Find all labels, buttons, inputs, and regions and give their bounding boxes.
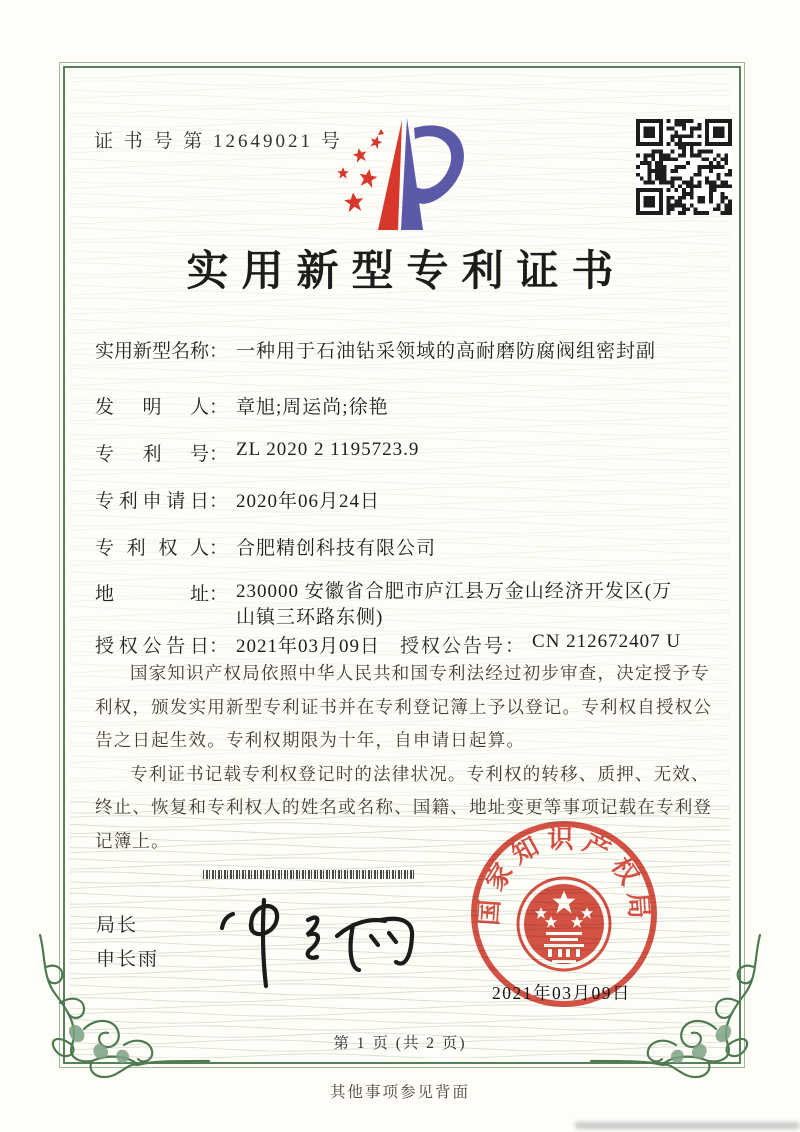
seal-text: 国家知识产权局 [474,825,654,927]
certificate-title: 实用新型专利证书 [186,249,627,295]
field-value: 230000 安徽省合肥市庐江县万金山经济开发区(万山镇三环路东侧) [236,581,673,628]
cnipa-patent-logo-icon [330,112,480,238]
director-title: 局长 [96,915,139,936]
director-signature [205,878,430,990]
field-label: 授权公告号 [400,636,506,657]
legal-paragraph-2: 专利证书记载专利权登记时的法律状况。专利权的转移、质押、无效、终止、恢复和专利权人的姓名或名称、国籍、地址变更等事项记载在专利登记簿上。 [95,764,713,852]
seal-date: 2021年03月09日 [492,983,631,1003]
field-label: 专利申请日 [95,491,209,512]
field-colon: ： [209,584,229,605]
field-label: 地址 [95,584,209,605]
field-colon: ： [209,636,229,657]
field-row-grant [95,631,715,658]
paper-edge-shadow [575,1122,800,1129]
field-colon: ： [209,444,229,465]
corner-flourish-icon [26,933,211,1083]
field-colon: ： [505,636,525,657]
field-row-name [95,336,656,363]
field-label: 专利权人 [95,538,209,559]
field-value: 合肥精创科技有限公司 [236,538,437,559]
legal-paragraph-1: 国家知识产权局依照中华人民共和国专利法经过初步审查，决定授予专利权，颁发实用新型专利证书并在专利登记簿上予以登记。专利权自授权公告之日起生效。专利权期限为十年，自申请日起算。 [95,664,713,752]
back-side-note: 其他事项参见背面 [329,1083,470,1101]
field-value: 一种用于石油钻采领域的高耐磨防腐阀组密封副 [236,341,657,362]
corner-flourish-icon [589,933,774,1083]
grant-no-group [400,631,681,658]
field-row-inventor [95,392,389,419]
qr-code [636,119,732,215]
logo-p-shape [378,118,464,230]
page-number: 第 1 页 (共 2 页) [333,1035,467,1052]
field-row-patent-no [95,439,419,466]
field-colon: ： [209,341,229,362]
field-row-filing-date [95,486,380,513]
field-label: 实用新型名称 [95,341,210,362]
field-row-patentee [95,533,436,560]
field-value: CN 212672407 U [532,631,682,652]
certificate-number: 证 书 号 第 12649021 号 [94,131,343,152]
field-value: 2021年03月09日 [236,636,381,657]
field-label: 发明人 [95,397,209,418]
director-name: 申长雨 [96,949,160,970]
field-colon: ： [209,397,229,418]
field-value: 2020年06月24日 [236,491,381,512]
field-colon: ： [209,538,229,559]
field-value: 章旭;周运尚;徐艳 [236,397,389,418]
logo-stars [337,129,384,213]
field-value: ZL 2020 2 1195723.9 [236,439,420,460]
field-colon: ： [209,491,229,512]
field-label: 专利号 [95,444,209,465]
field-label: 授权公告日 [95,636,209,657]
field-row-address [95,579,681,630]
